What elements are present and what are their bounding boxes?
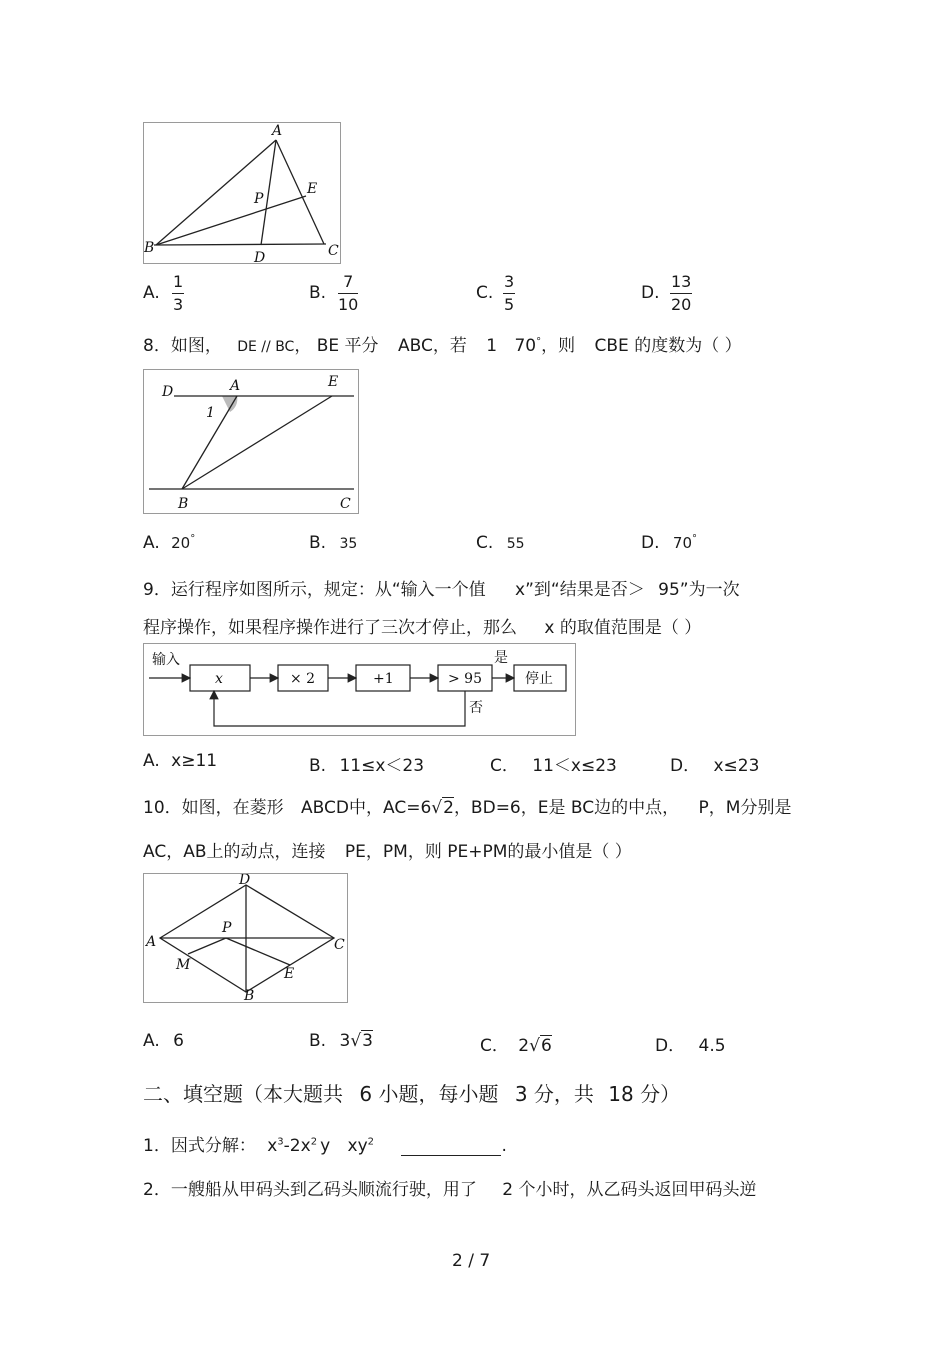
option-letter: C.	[476, 533, 494, 553]
q10-option-c	[480, 1031, 552, 1056]
option-value: x≥11	[171, 751, 218, 771]
fill1-exp2b: 2	[367, 1136, 375, 1148]
numerator: 1	[172, 271, 184, 294]
option-value: 70	[672, 534, 692, 552]
fill2-text-b: 2 个小时，从乙码头返回甲码头逆	[502, 1180, 757, 1200]
q10-label-b: B	[244, 988, 255, 1002]
flow-input-label: 输入	[152, 652, 180, 668]
section2-title-a: 二、填空题（本大题共	[143, 1082, 343, 1106]
flow-times2-box: × 2	[290, 671, 316, 687]
q7-label-p: P	[254, 191, 264, 207]
option-letter: D.	[641, 533, 660, 553]
fill1-label: 1．因式分解：	[143, 1136, 256, 1156]
fill1-answer-blank[interactable]	[401, 1141, 501, 1156]
q8-option-d: D. 70°	[641, 533, 697, 553]
q7-option-c-letter: C.	[476, 283, 494, 303]
q7-label-d: D	[254, 250, 266, 263]
section2-title-b: 6 小题，每小题	[359, 1082, 499, 1106]
option-value: 3	[339, 1031, 351, 1051]
option-value: x≤23	[713, 756, 760, 776]
option-value: 20	[171, 534, 191, 552]
q9-text-2: ”到“结果是否＞	[525, 580, 645, 600]
fill1-x: x	[267, 1136, 278, 1156]
denominator: 10	[338, 295, 359, 314]
q7-label-b: B	[144, 240, 155, 256]
flow-x-box: x	[215, 671, 223, 687]
denominator: 5	[504, 295, 515, 314]
q8-number: 8．如图，	[143, 336, 222, 356]
option-letter: C．	[480, 1036, 509, 1056]
q8-parallel-svg	[144, 370, 358, 513]
q10-option-b	[309, 1031, 373, 1051]
section2-title-c: 3 分，共	[514, 1082, 594, 1106]
q7-option-a-letter: A.	[143, 283, 160, 303]
option-value: 2	[518, 1036, 530, 1056]
q10-label-p: P	[222, 920, 232, 936]
q9-option-a	[143, 751, 217, 771]
q10-label-m: M	[176, 957, 191, 973]
q10-line-2	[143, 837, 632, 862]
q9-line-2	[143, 613, 701, 638]
fill1-2x: -2x	[283, 1136, 311, 1156]
q8-label-d: D	[162, 384, 174, 400]
option-letter: A.	[143, 1031, 160, 1051]
flow-no-label: 否	[469, 700, 483, 716]
fill-question-1	[143, 1131, 507, 1156]
section2-title-d: 18 分）	[608, 1082, 681, 1106]
option-letter: A.	[143, 533, 160, 553]
option-letter: C．	[490, 756, 519, 776]
q9-option-b	[309, 751, 424, 776]
q7-option-d-frac	[670, 271, 692, 316]
q10-text-1: 10．如图，在菱形	[143, 798, 284, 818]
q10-line-1	[143, 793, 791, 818]
numerator: 3	[503, 271, 515, 294]
q9-text-4: 程序操作，如果程序操作进行了三次才停止，那么	[143, 618, 517, 638]
q10-label-e: E	[284, 966, 295, 982]
q10-text-4: P，M分别是	[698, 798, 792, 818]
q10-label-d: D	[239, 874, 251, 888]
q7-option-b-frac	[338, 271, 358, 316]
q8-parallel-figure	[143, 369, 359, 514]
option-value: 11≤x＜23	[339, 756, 425, 776]
q9-flowchart-svg	[144, 644, 575, 735]
q10-rhombus-svg	[144, 874, 347, 1002]
q10-option-d	[655, 1031, 726, 1056]
q10-sqrt-2: 2	[443, 798, 454, 818]
q8-question: 8．如图， DE // BC， BE 平分 ABC，若 1 70°，则 CBE 的度数为（ ）	[143, 336, 742, 356]
fill1-end: .	[501, 1136, 507, 1156]
q8-option-c	[476, 533, 525, 553]
q9-line-1	[143, 575, 740, 600]
q8-option-b	[309, 533, 357, 553]
q8-option-a: A. 20°	[143, 533, 196, 553]
option-radicand: 6	[540, 1036, 552, 1056]
denominator: 3	[173, 295, 184, 314]
q7-option-a-frac	[172, 271, 184, 316]
fill1-exp3: 3	[277, 1136, 284, 1148]
q8-label-b: B	[178, 496, 189, 512]
fill1-y: y	[320, 1136, 331, 1156]
option-letter: A.	[143, 751, 160, 771]
q10-label-a: A	[146, 934, 157, 950]
numerator: 7	[338, 271, 358, 294]
q9-text-3: ”为一次	[679, 580, 740, 600]
q9-x: x	[515, 580, 526, 600]
q9-text-1: 9．运行程序如图所示，规定：从“输入一个值	[143, 580, 486, 600]
option-letter: D．	[655, 1036, 686, 1056]
q8-label-c: C	[340, 496, 351, 512]
q8-label-a: A	[230, 378, 241, 394]
q10-rhombus-figure	[143, 873, 348, 1003]
option-letter: B.	[309, 1031, 327, 1051]
sqrt-sign: √	[350, 1031, 362, 1051]
q10-label-c: C	[334, 937, 345, 953]
q9-text-5: x 的取值范围是（ ）	[544, 618, 702, 638]
q8-text-7: CBE 的度数为（ ）	[594, 336, 742, 356]
option-value: 6	[173, 1031, 184, 1051]
fill-question-2	[143, 1175, 756, 1200]
q7-option-c-frac	[503, 271, 515, 316]
option-letter: D．	[670, 756, 701, 776]
q10-text-6: PE，PM，则 PE+PM的最小值是（ ）	[344, 842, 632, 862]
q8-angle-1: 1	[486, 336, 498, 356]
q8-label-e: E	[328, 374, 339, 390]
sqrt-sign: √	[529, 1036, 540, 1056]
fill1-xy: xy	[347, 1136, 368, 1156]
flow-gt95-box: > 95	[448, 671, 482, 687]
section2-title	[143, 1078, 680, 1107]
fill2-text: 2．一艘船从甲码头到乙码头顺流行驶，用了	[143, 1180, 477, 1200]
option-radicand: 3	[362, 1031, 373, 1051]
option-value: 4.5	[698, 1036, 726, 1056]
q9-option-c	[490, 751, 617, 776]
option-value: 11＜x≤23	[532, 756, 617, 776]
q10-text-2: ABCD中，AC=6	[301, 798, 432, 818]
q10-option-a	[143, 1031, 184, 1051]
numerator: 13	[670, 271, 692, 294]
q7-triangle-svg	[144, 123, 340, 263]
flow-yes-label: 是	[494, 650, 508, 666]
q7-triangle-figure	[143, 122, 341, 264]
q8-de-bc: DE // BC	[237, 339, 295, 355]
q9-95: 95	[658, 580, 680, 600]
q8-70: 70	[514, 336, 537, 356]
q10-text-3: ，BD=6，E是 BC边的中点，	[453, 798, 680, 818]
flow-plus1-box: +1	[373, 671, 394, 687]
option-letter: B.	[309, 756, 327, 776]
option-value: 35	[339, 536, 358, 552]
q8-label-1: 1	[206, 405, 215, 421]
q7-label-e: E	[307, 181, 318, 197]
fill1-exp2: 2	[310, 1136, 318, 1148]
option-letter: B.	[309, 533, 327, 553]
option-value: 55	[506, 536, 525, 552]
q7-option-b-letter: B.	[309, 283, 327, 303]
q7-label-c: C	[328, 243, 339, 259]
q7-label-a: A	[272, 123, 283, 139]
q9-flowchart	[143, 643, 576, 736]
q10-sqrt-sign: √	[431, 798, 443, 818]
q7-option-d-letter: D.	[641, 283, 660, 303]
q8-text-6: ，则	[541, 336, 576, 356]
page-number: 2 / 7	[452, 1251, 491, 1271]
q8-text-2: ， BE 平分	[294, 336, 379, 356]
denominator: 20	[671, 295, 692, 314]
q8-text-3: ABC，若	[397, 336, 467, 356]
flow-stop-box: 停止	[525, 671, 553, 687]
q10-text-5: AC，AB上的动点，连接	[143, 842, 326, 862]
q9-option-d	[670, 751, 759, 776]
